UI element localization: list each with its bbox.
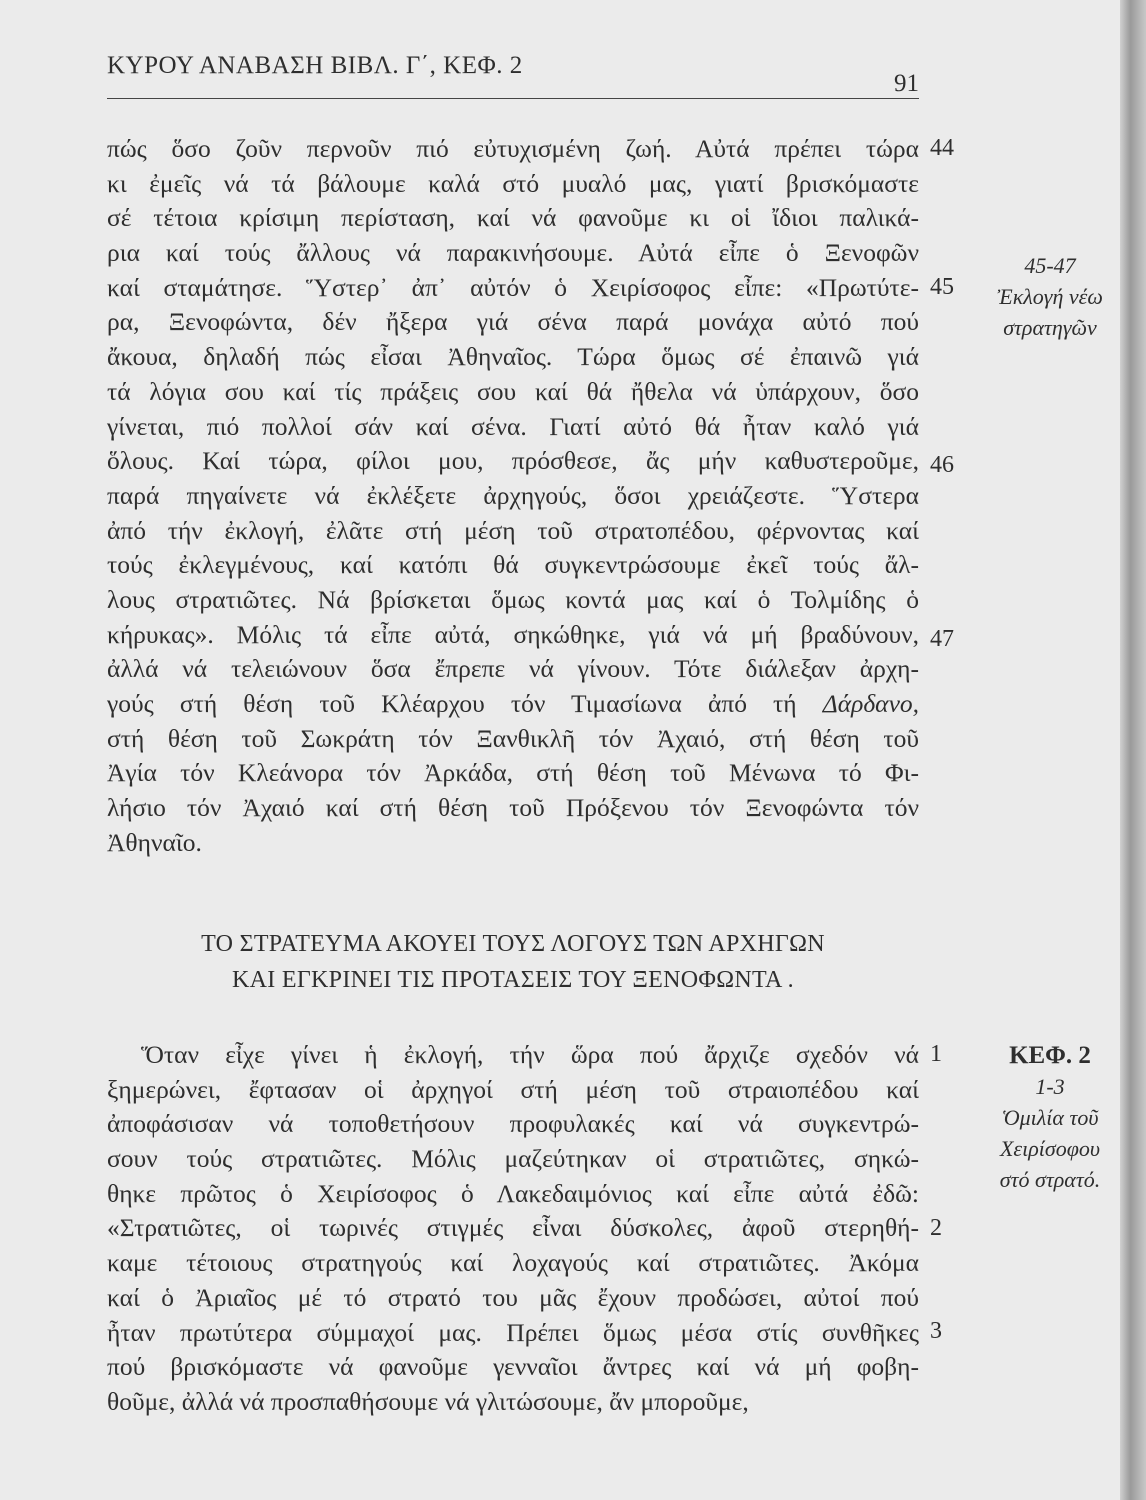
line-text: στή θέση τοῦ Σωκράτη τόν Ξανθικλῆ τόν Ἀχαιό, στή θέση τοῦ (107, 723, 919, 753)
text-line (107, 1281, 919, 1316)
section-number: 3 (930, 1318, 942, 1344)
text-line (107, 305, 919, 340)
text-line (107, 236, 919, 271)
text-line (107, 271, 919, 306)
line-text: πού βρισκόμαστε νά φανοῦμε γενναῖοι ἄντρες καί νά μή φοβη- (107, 1352, 919, 1382)
text-line (107, 1073, 919, 1108)
margin-note-text: Χειρίσοφου (999, 1136, 1100, 1161)
running-header (107, 52, 919, 97)
text-line (107, 479, 919, 514)
heading-line: ΚΑΙ ΕΓΚΡΙΝΕΙ ΤΙΣ ΠΡΟΤΑΣΕΙΣ ΤΟΥ ΞΕΝΟΦΩΝΤΑ . (232, 967, 794, 993)
running-title: ΚΥΡΟΥ ΑΝΑΒΑΣΗ ΒΙΒΛ. Γ΄, ΚΕΦ. 2 (107, 52, 523, 79)
line-text: κι ἐμεῖς νά τά βάλουμε καλά στό μυαλό μας, γιατί βρισκόμαστε (107, 168, 919, 198)
text-line (107, 583, 919, 618)
line-text: «Στρατιῶτες, οἱ τωρινές στιγμές εἶναι δύσκολες, ἀφοῦ στερηθή- (107, 1213, 919, 1243)
paragraph-block-2 (107, 1038, 919, 1420)
text-line (107, 687, 919, 722)
line-text: Ὅταν εἶχε γίνει ἡ ἐκλογή, τήν ὥρα πού ἄρχιζε σχεδόν νά (141, 1040, 919, 1069)
text-line (107, 444, 919, 479)
line-text: κήρυκας». Μόλις τά εἶπε αὐτά, σηκώθηκε, γιά νά μή βραδύνουν, (107, 619, 919, 649)
text-line (107, 1142, 919, 1177)
line-text: σουν τούς στρατιῶτες. Μόλις μαζεύτηκαν οἱ στρατιῶτες, σηκώ- (107, 1144, 919, 1174)
line-text: καμε τέτοιους στρατηγούς καί λοχαγούς καί στρατιῶτες. Ἀκόμα (107, 1248, 919, 1278)
text-line (107, 1177, 919, 1212)
line-text: Ἀγία τόν Κλεάνορα τόν Ἀρκάδα, στή θέση τοῦ Μένωνα τό Φι- (107, 758, 919, 788)
line-text: πώς ὅσο ζοῦν περνοῦν πιό εὐτυχισμένη ζωή. Αὐτά πρέπει τώρα (107, 134, 919, 163)
line-text: λήσιο τόν Ἀχαιό καί στή θέση τοῦ Πρόξενου τόν Ξενοφώντα τόν (107, 793, 919, 823)
line-text: θηκε πρῶτος ὁ Χειρίσοφος ὁ Λακεδαιμόνιος καί εἶπε αὐτά ἐδῶ: (107, 1178, 919, 1208)
line-text: ἀπό τήν ἐκλογή, ἐλᾶτε στή μέση τοῦ στρατοπέδου, φέρνοντας καί (107, 515, 919, 545)
text-line (107, 132, 919, 167)
margin-note-text: Ὁμιλία τοῦ (1001, 1105, 1099, 1130)
section-heading (107, 926, 919, 998)
italic-place-name: Δάρδανο, (822, 689, 920, 718)
section-number: 45 (930, 274, 954, 300)
text-line (107, 340, 919, 375)
chapter-label: ΚΕΦ. 2 (1009, 1042, 1091, 1069)
line-text: ρια καί τούς ἄλλους νά παρακινήσουμε. Αὐτά εἶπε ὁ Ξενοφῶν (107, 238, 919, 268)
section-number: 1 (930, 1041, 942, 1067)
text-line (107, 1211, 919, 1246)
line-text: ἄκουα, δηλαδή πώς εἶσαι Ἀθηναῖος. Τώρα ὅμως σέ ἐπαινῶ γιά (107, 342, 919, 372)
line-text: ἦταν πρωτύτερα σύμμαχοί μας. Πρέπει ὅμως μέσα στίς συνθῆκες (107, 1317, 919, 1347)
line-text: γούς στή θέση τοῦ Κλέαρχου τόν Τιμασίωνα ἀπό τή (107, 689, 797, 718)
line-text: ἀποφάσισαν νά τοποθετήσουν προφυλακές καί νά συγκεντρώ- (107, 1109, 919, 1139)
text-line (107, 722, 919, 757)
text-line (107, 1246, 919, 1281)
text-line (107, 514, 919, 549)
line-text: καί ὁ Ἀριαῖος μέ τό στρατό του μᾶς ἔχουν προδώσει, αὐτοί πού (107, 1282, 919, 1312)
page-number: 91 (894, 70, 919, 97)
margin-note-text: στό στρατό. (999, 1167, 1101, 1192)
section-number: 46 (930, 452, 954, 478)
paragraph-block-1 (107, 132, 919, 860)
text-line (107, 791, 919, 826)
margin-note-text: Ἐκλογή νέω (997, 284, 1103, 309)
page-edge-shadow (1120, 0, 1146, 1500)
line-text: σέ τέτοια κρίσιμη περίσταση, καί νά φανοῦμε κι οἱ ἴδιοι παλικά- (107, 203, 919, 233)
line-text: ξημερώνει, ἔφτασαν οἱ ἀρχηγοί στή μέση τοῦ στραιοπέδου καί (107, 1074, 919, 1104)
text-line (107, 375, 919, 410)
line-text: τούς ἐκλεγμένους, καί κατόπι θά συγκεντρώσουμε ἐκεῖ τούς ἄλ- (107, 550, 919, 580)
text-line (107, 618, 919, 653)
line-text: γίνεται, πιό πολλοί σάν καί σένα. Γιατί αὐτό θά ἦταν καλό γιά (107, 411, 919, 441)
text-line (107, 548, 919, 583)
line-text: ὅλους. Καί τώρα, φίλοι μου, πρόσθεσε, ἄς μήν καθυστεροῦμε, (107, 446, 919, 476)
text-line (107, 167, 919, 202)
section-number: 47 (930, 626, 954, 652)
text-line (107, 1038, 919, 1073)
header-rule (107, 98, 919, 99)
text-line (107, 1107, 919, 1142)
text-line (107, 826, 919, 861)
margin-note-text: στρατηγῶν (1003, 315, 1097, 340)
text-line (107, 652, 919, 687)
margin-note-range: 45-47 (1024, 253, 1076, 278)
line-text: λους στρατιῶτες. Νά βρίσκεται ὅμως κοντά μας καί ὁ Τολμίδης ὁ (107, 584, 919, 614)
text-line (107, 1385, 919, 1420)
text-line (107, 201, 919, 236)
text-line (107, 410, 919, 445)
line-text: παρά πηγαίνετε νά ἐκλέξετε ἀρχηγούς, ὅσοι χρειάζεστε. Ὕστερα (107, 480, 919, 510)
line-text: Ἀθηναῖο. (107, 827, 202, 857)
text-line (107, 756, 919, 791)
margin-note-2 (975, 1040, 1125, 1195)
section-number: 2 (930, 1215, 942, 1241)
margin-note-1 (975, 250, 1125, 343)
text-line (107, 1350, 919, 1385)
heading-line: ΤΟ ΣΤΡΑΤΕΥΜΑ ΑΚΟΥΕΙ ΤΟΥΣ ΛΟΓΟΥΣ ΤΩΝ ΑΡΧΗΓΩΝ (201, 931, 825, 957)
line-text: καί σταμάτησε. Ὕστερ᾽ ἀπ᾽ αὐτόν ὁ Χειρίσοφος εἶπε: «Πρωτύτε- (107, 272, 919, 302)
line-text: τά λόγια σου καί τίς πράξεις σου καί θά ἤθελα νά ὑπάρχουν, ὅσο (107, 376, 919, 406)
text-line (107, 1316, 919, 1351)
section-number: 44 (930, 135, 954, 161)
line-text: ρα, Ξενοφώντα, δέν ἤξερα γιά σένα παρά μονάχα αὐτό πού (107, 307, 919, 337)
margin-note-range: 1-3 (1035, 1074, 1065, 1099)
line-text: ἀλλά νά τελειώνουν ὅσα ἔπρεπε νά γίνουν. Τότε διάλεξαν ἀρχη- (107, 654, 919, 684)
line-text: θοῦμε, ἀλλά νά προσπαθήσουμε νά γλιτώσουμε, ἄν μποροῦμε, (107, 1386, 749, 1416)
